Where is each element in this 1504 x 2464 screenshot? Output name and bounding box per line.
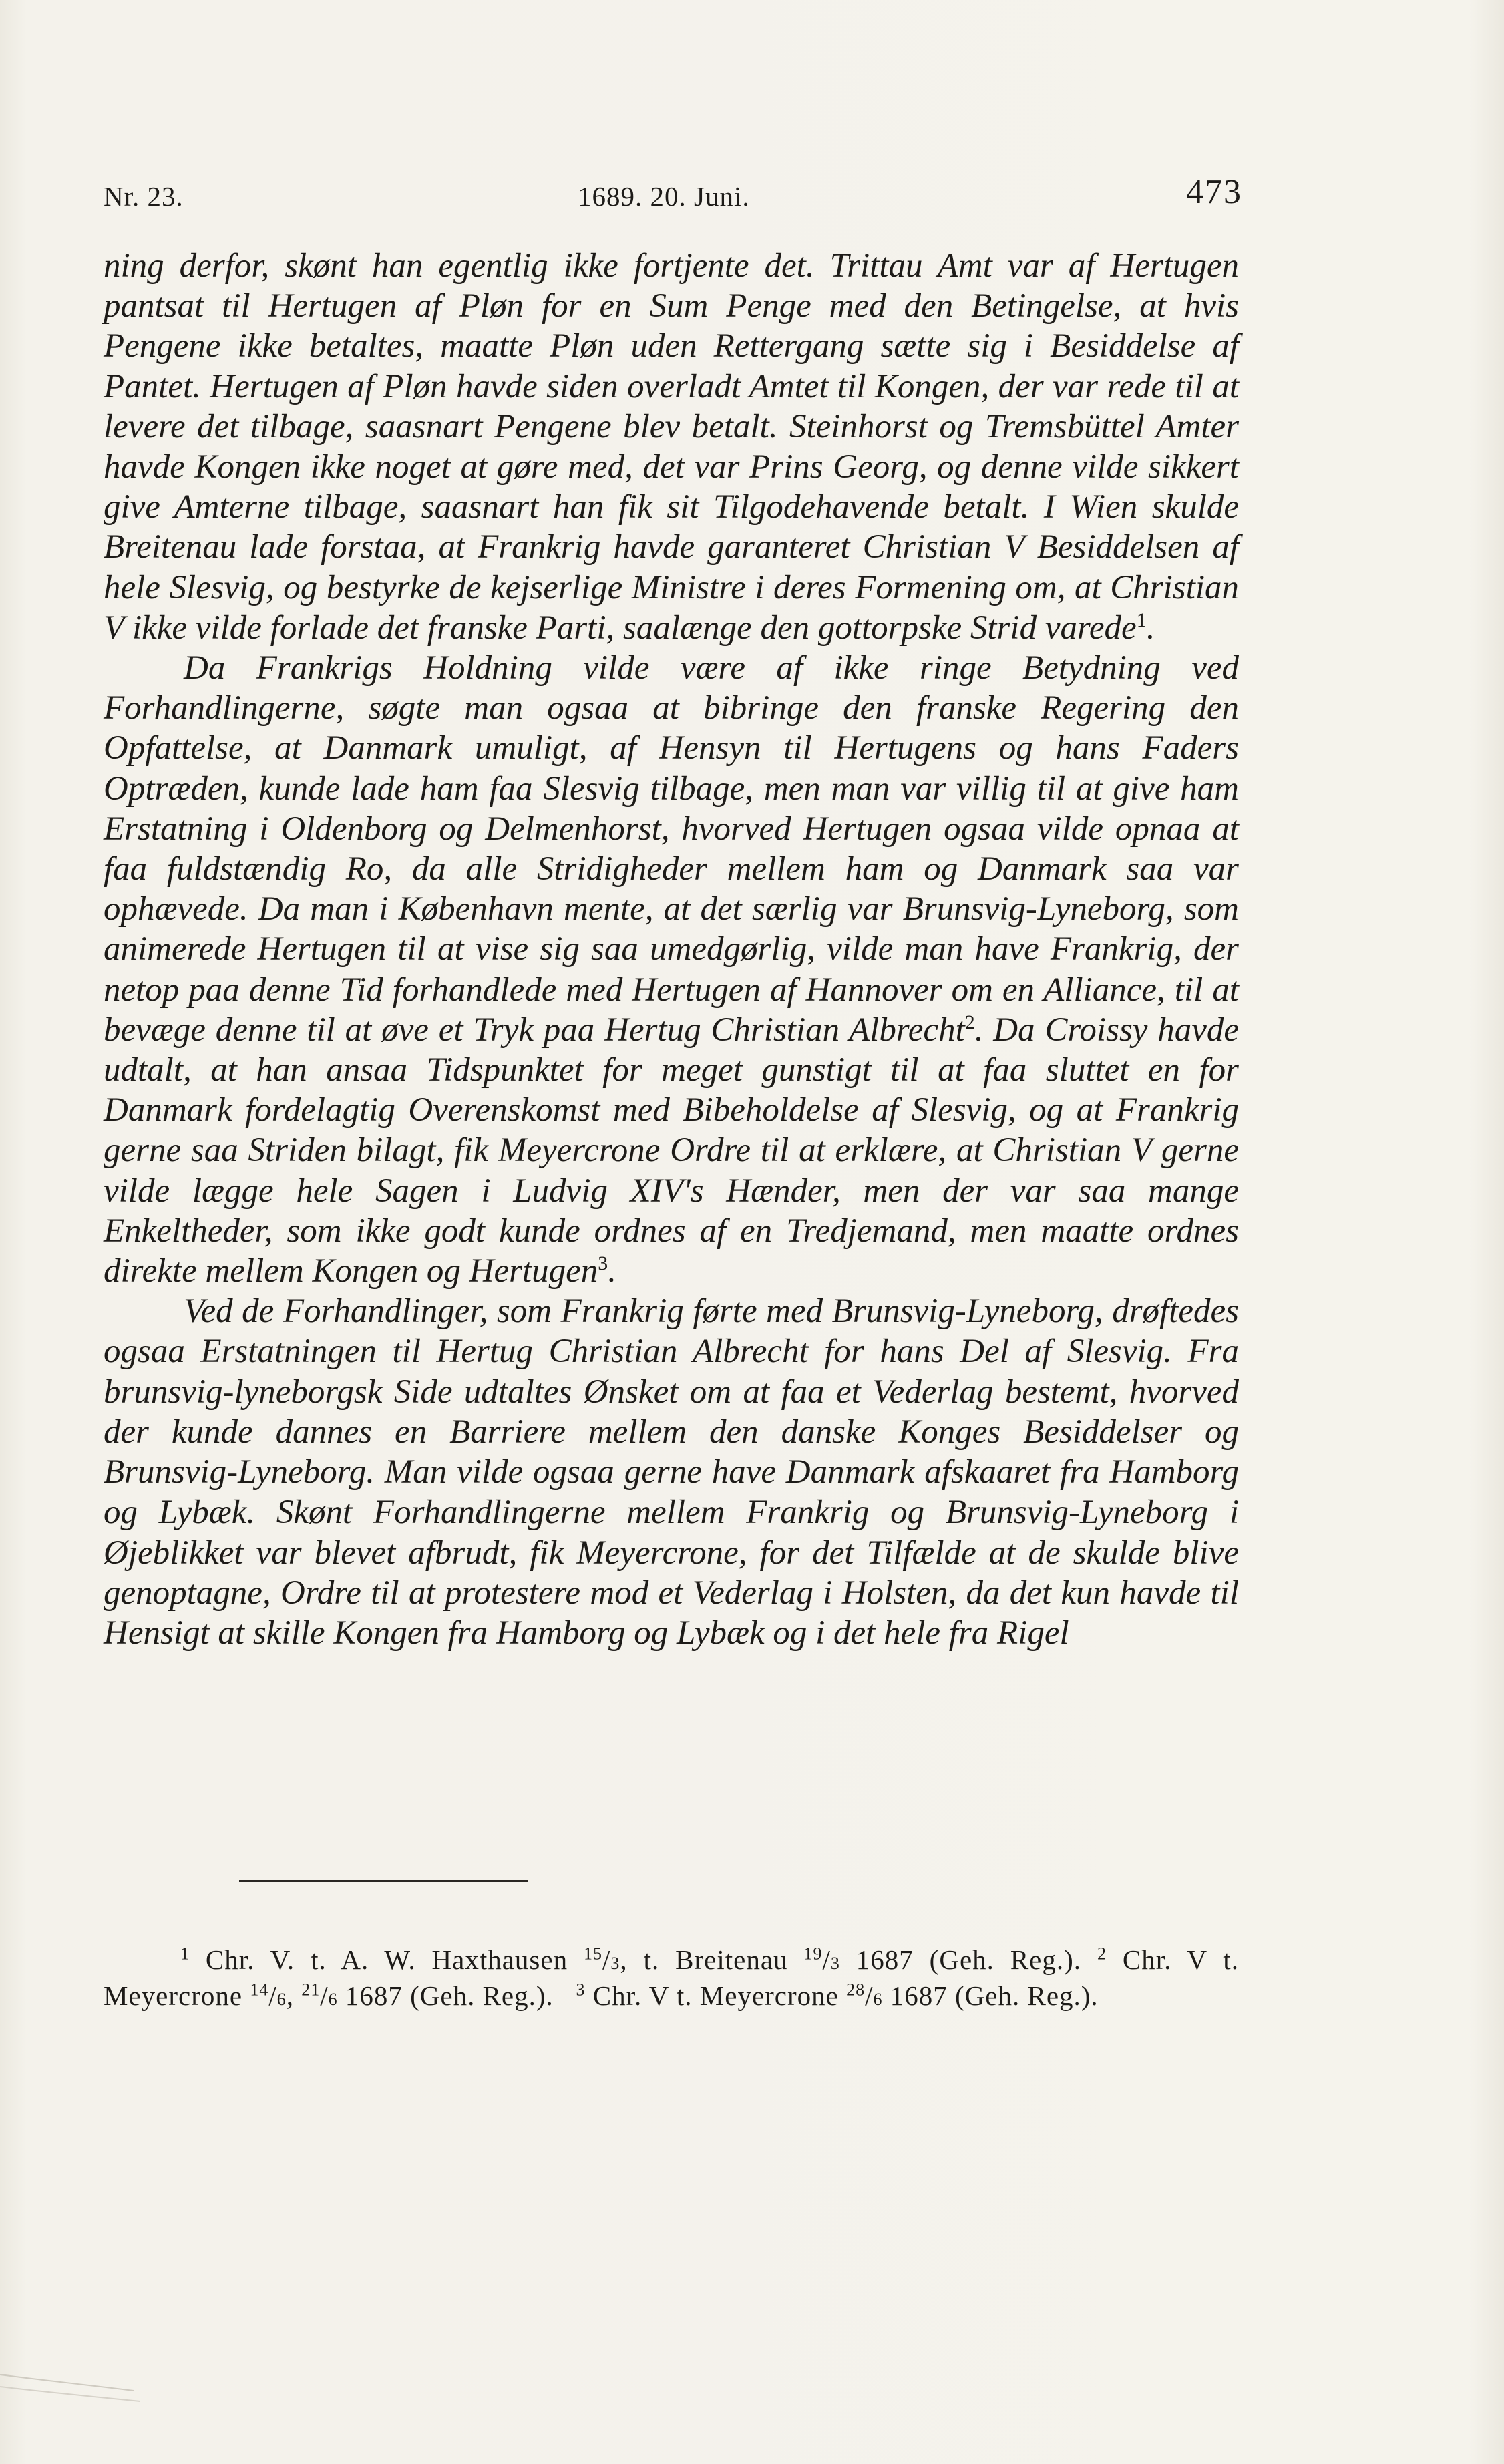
footnote-ref-3[interactable]: 3 (598, 1252, 608, 1275)
footnote-mark-3: 3 (576, 1980, 586, 2000)
footnote-block: $^1$ Chr. V. t. A. W. Haxthausen $^{15}$/3, t. Breitenau $^{19}$/3 1687 (Geh. Reg.). $^2$ Chr. V t. Meyercrone $^{14}$/6, $^{21}$/6 1687 (Geh. Reg.). $^3$ Chr. V t. Meyercrone $^{28}$/6 1687 (Geh. Reg.). (104, 1944, 1239, 2011)
paper-scratch-marks (0, 2361, 154, 2415)
footnotes (104, 1944, 1239, 2016)
main-text (104, 246, 1239, 1653)
footnote-mark-2: 2 (1097, 1944, 1107, 1964)
footnote-ref-1[interactable]: 1 (1136, 608, 1147, 631)
footnote-mark-1: 1 (180, 1944, 190, 1964)
paragraph-2: Da Frankrigs Holdning vilde være af ikke ringe Betydning ved Forhandlingerne, søgte man ogsaa at bibringe den franske Regering den Opfattelse, at Danmark umuligt, af Hensyn til Hertugens og hans Faders Optræden, kunde lade ham faa Slesvig tilbage, men man var villig til at give ham Erstatning i Oldenborg og Delmenhorst, hvorved Hertugen ogsaa vilde opnaa at faa fuldstændig Ro, da alle Stridigheder mellem ham og Danmark saa var ophævede. Da man i København mente, at det særlig var Brunsvig-Lyneborg, som animerede Hertugen til at vise sig saa umedgørlig, vilde man have Frankrig, der netop paa denne Tid forhandlede med Hertugen af Hannover om en Alliance, til at bevæge denne til at øve et Tryk paa Hertug Christian Albrecht$^2$. Da Croissy havde udtalt, at han ansaa Tidspunktet for meget gunstigt til at faa sluttet en for Danmark fordelagtig Overenskomst med Bibeholdelse af Slesvig, og at Frankrig gerne saa Striden bilagt, fik Meyercrone Ordre til at erklære, at Christian V gerne vilde lægge hele Sagen i Ludvig XIV's Hænder, men der var saa mange Enkeltheder, som ikke godt kunde ordnes af en Tredjemand, men maatte ordnes direkte mellem Kongen og Hertugen$^3$. (104, 649, 1240, 1290)
paragraph-1: ning derfor, skønt han egentlig ikke fortjente det. Trittau Amt var af Hertugen pantsat til Hertugen af Pløn for en Sum Penge med den Betingelse, at hvis Pengene ikke betaltes, maatte Pløn uden Rettergang sætte sig i Besiddelse af Pantet. Hertugen af Pløn havde siden overladt Amtet til Kongen, der var rede til at levere det tilbage, saasnart Pengene blev betalt. Steinhorst og Tremsbüttel Amter havde Kongen ikke noget at gøre med, det var Prins Georg, og denne vilde sikkert give Amterne tilbage, saasnart han fik sit Tilgodehavende betalt. I Wien skulde Breitenau lade forstaa, at Frankrig havde garanteret Christian V Besiddelsen af hele Slesvig, og bestyrke de kejserlige Ministre i deres Formening om, at Christian V ikke vilde forlade det franske Parti, saalænge den gottorpske Strid varede$^1$. (104, 247, 1239, 647)
footnote-ref-2[interactable]: 2 (964, 1011, 975, 1033)
document-date: 1689. 20. Juni. (578, 181, 750, 212)
page-number: 473 (1186, 173, 1242, 211)
running-header (104, 172, 1242, 219)
document-number: Nr. 23. (104, 181, 184, 212)
paragraph-3: Ved de Forhandlinger, som Frankrig førte med Brunsvig-Lyneborg, drøftedes ogsaa Erstatningen til Hertug Christian Albrecht for hans Del af Slesvig. Fra brunsvig-lyneborgsk Side udtaltes Ønsket om at faa et Vederlag bestemt, hvorved der kunde dannes en Barriere mellem den danske Konges Besiddelser og Brunsvig-Lyneborg. Man vilde ogsaa gerne have Danmark afskaaret fra Hamborg og Lybæk. Skønt Forhandlingerne mellem Frankrig og Brunsvig-Lyneborg i Øjeblikket var blevet afbrudt, fik Meyercrone, for det Tilfælde at de skulde blive genoptagne, Ordre til at protestere mod et Vederlag i Holsten, da det kun havde til Hensigt at skille Kongen fra Hamborg og Lybæk og i det hele fra Rigel (104, 1292, 1239, 1652)
footnote-divider (239, 1880, 528, 1882)
